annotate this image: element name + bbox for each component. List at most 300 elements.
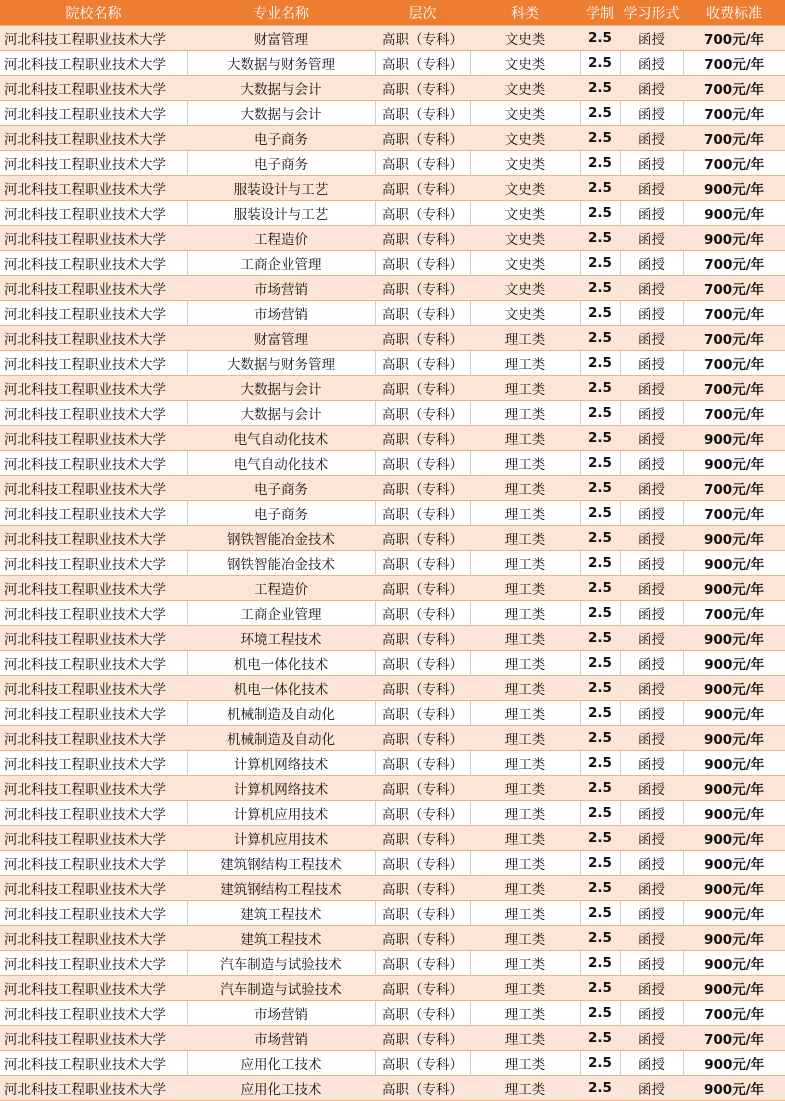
mode-cell: 函授 bbox=[620, 676, 683, 701]
mode-cell: 函授 bbox=[620, 1076, 683, 1101]
level-cell: 高职（专科） bbox=[375, 1076, 470, 1101]
fee-cell: 900元/年 bbox=[683, 1051, 785, 1076]
category-cell: 理工类 bbox=[470, 901, 580, 926]
duration-cell: 2.5 bbox=[580, 651, 620, 676]
level-cell: 高职（专科） bbox=[375, 51, 470, 76]
mode-cell: 函授 bbox=[620, 851, 683, 876]
category-cell: 文史类 bbox=[470, 26, 580, 51]
level-cell: 高职（专科） bbox=[375, 26, 470, 51]
mode-cell: 函授 bbox=[620, 201, 683, 226]
table-row bbox=[0, 901, 785, 926]
major-cell: 工程造价 bbox=[187, 226, 375, 251]
school-cell: 河北科技工程职业技术大学 bbox=[0, 801, 187, 826]
duration-cell: 2.5 bbox=[580, 1001, 620, 1026]
level-cell: 高职（专科） bbox=[375, 651, 470, 676]
mode-cell: 函授 bbox=[620, 151, 683, 176]
major-cell: 环境工程技术 bbox=[187, 626, 375, 651]
mode-cell: 函授 bbox=[620, 451, 683, 476]
table-row bbox=[0, 501, 785, 526]
fee-cell: 900元/年 bbox=[683, 626, 785, 651]
table-row bbox=[0, 1076, 785, 1101]
header-duration: 学制 bbox=[580, 0, 620, 26]
fee-cell: 700元/年 bbox=[683, 326, 785, 351]
level-cell: 高职（专科） bbox=[375, 101, 470, 126]
table-row bbox=[0, 851, 785, 876]
table-row bbox=[0, 151, 785, 176]
table-row bbox=[0, 701, 785, 726]
level-cell: 高职（专科） bbox=[375, 951, 470, 976]
fee-cell: 900元/年 bbox=[683, 801, 785, 826]
table-row bbox=[0, 1001, 785, 1026]
fee-cell: 900元/年 bbox=[683, 851, 785, 876]
school-cell: 河北科技工程职业技术大学 bbox=[0, 1026, 187, 1051]
mode-cell: 函授 bbox=[620, 476, 683, 501]
school-cell: 河北科技工程职业技术大学 bbox=[0, 901, 187, 926]
category-cell: 文史类 bbox=[470, 276, 580, 301]
school-cell: 河北科技工程职业技术大学 bbox=[0, 1051, 187, 1076]
fee-cell: 700元/年 bbox=[683, 76, 785, 101]
table-row bbox=[0, 476, 785, 501]
mode-cell: 函授 bbox=[620, 501, 683, 526]
level-cell: 高职（专科） bbox=[375, 601, 470, 626]
school-cell: 河北科技工程职业技术大学 bbox=[0, 226, 187, 251]
category-cell: 理工类 bbox=[470, 601, 580, 626]
fee-cell: 700元/年 bbox=[683, 1026, 785, 1051]
school-cell: 河北科技工程职业技术大学 bbox=[0, 651, 187, 676]
major-cell: 财富管理 bbox=[187, 326, 375, 351]
category-cell: 理工类 bbox=[470, 876, 580, 901]
table-row bbox=[0, 976, 785, 1001]
level-cell: 高职（专科） bbox=[375, 1026, 470, 1051]
duration-cell: 2.5 bbox=[580, 701, 620, 726]
mode-cell: 函授 bbox=[620, 601, 683, 626]
level-cell: 高职（专科） bbox=[375, 126, 470, 151]
header-mode: 学习形式 bbox=[620, 0, 683, 26]
major-cell: 计算机网络技术 bbox=[187, 751, 375, 776]
level-cell: 高职（专科） bbox=[375, 526, 470, 551]
mode-cell: 函授 bbox=[620, 701, 683, 726]
fee-cell: 900元/年 bbox=[683, 876, 785, 901]
duration-cell: 2.5 bbox=[580, 1026, 620, 1051]
level-cell: 高职（专科） bbox=[375, 326, 470, 351]
duration-cell: 2.5 bbox=[580, 401, 620, 426]
table-row bbox=[0, 876, 785, 901]
category-cell: 理工类 bbox=[470, 951, 580, 976]
table-row bbox=[0, 526, 785, 551]
table-row bbox=[0, 551, 785, 576]
level-cell: 高职（专科） bbox=[375, 676, 470, 701]
category-cell: 理工类 bbox=[470, 1051, 580, 1076]
major-cell: 计算机网络技术 bbox=[187, 776, 375, 801]
header-level: 层次 bbox=[375, 0, 470, 26]
major-cell: 大数据与会计 bbox=[187, 76, 375, 101]
category-cell: 理工类 bbox=[470, 726, 580, 751]
fee-cell: 700元/年 bbox=[683, 1001, 785, 1026]
school-cell: 河北科技工程职业技术大学 bbox=[0, 626, 187, 651]
school-cell: 河北科技工程职业技术大学 bbox=[0, 326, 187, 351]
table-row bbox=[0, 176, 785, 201]
fee-cell: 900元/年 bbox=[683, 526, 785, 551]
category-cell: 文史类 bbox=[470, 251, 580, 276]
level-cell: 高职（专科） bbox=[375, 1001, 470, 1026]
mode-cell: 函授 bbox=[620, 751, 683, 776]
mode-cell: 函授 bbox=[620, 1001, 683, 1026]
level-cell: 高职（专科） bbox=[375, 851, 470, 876]
table-row bbox=[0, 826, 785, 851]
duration-cell: 2.5 bbox=[580, 26, 620, 51]
major-cell: 大数据与财务管理 bbox=[187, 351, 375, 376]
school-cell: 河北科技工程职业技术大学 bbox=[0, 126, 187, 151]
major-cell: 建筑钢结构工程技术 bbox=[187, 851, 375, 876]
school-cell: 河北科技工程职业技术大学 bbox=[0, 526, 187, 551]
mode-cell: 函授 bbox=[620, 101, 683, 126]
school-cell: 河北科技工程职业技术大学 bbox=[0, 951, 187, 976]
fee-cell: 900元/年 bbox=[683, 651, 785, 676]
major-cell: 机电一体化技术 bbox=[187, 676, 375, 701]
major-cell: 建筑钢结构工程技术 bbox=[187, 876, 375, 901]
level-cell: 高职（专科） bbox=[375, 901, 470, 926]
duration-cell: 2.5 bbox=[580, 426, 620, 451]
fee-cell: 700元/年 bbox=[683, 276, 785, 301]
fee-cell: 700元/年 bbox=[683, 376, 785, 401]
duration-cell: 2.5 bbox=[580, 301, 620, 326]
duration-cell: 2.5 bbox=[580, 976, 620, 1001]
level-cell: 高职（专科） bbox=[375, 451, 470, 476]
major-cell: 大数据与财务管理 bbox=[187, 51, 375, 76]
fee-cell: 900元/年 bbox=[683, 451, 785, 476]
duration-cell: 2.5 bbox=[580, 776, 620, 801]
level-cell: 高职（专科） bbox=[375, 701, 470, 726]
duration-cell: 2.5 bbox=[580, 676, 620, 701]
fee-cell: 900元/年 bbox=[683, 901, 785, 926]
mode-cell: 函授 bbox=[620, 376, 683, 401]
duration-cell: 2.5 bbox=[580, 851, 620, 876]
major-cell: 机械制造及自动化 bbox=[187, 726, 375, 751]
school-cell: 河北科技工程职业技术大学 bbox=[0, 826, 187, 851]
school-cell: 河北科技工程职业技术大学 bbox=[0, 426, 187, 451]
school-cell: 河北科技工程职业技术大学 bbox=[0, 926, 187, 951]
table-row bbox=[0, 126, 785, 151]
duration-cell: 2.5 bbox=[580, 176, 620, 201]
mode-cell: 函授 bbox=[620, 351, 683, 376]
mode-cell: 函授 bbox=[620, 926, 683, 951]
level-cell: 高职（专科） bbox=[375, 251, 470, 276]
duration-cell: 2.5 bbox=[580, 876, 620, 901]
major-cell: 应用化工技术 bbox=[187, 1051, 375, 1076]
category-cell: 理工类 bbox=[470, 1026, 580, 1051]
category-cell: 理工类 bbox=[470, 1076, 580, 1101]
table-row bbox=[0, 26, 785, 51]
table-row bbox=[0, 1026, 785, 1051]
mode-cell: 函授 bbox=[620, 326, 683, 351]
fee-cell: 900元/年 bbox=[683, 426, 785, 451]
table-row bbox=[0, 926, 785, 951]
category-cell: 文史类 bbox=[470, 301, 580, 326]
table-row bbox=[0, 626, 785, 651]
major-cell: 大数据与会计 bbox=[187, 376, 375, 401]
table-row bbox=[0, 451, 785, 476]
duration-cell: 2.5 bbox=[580, 451, 620, 476]
school-cell: 河北科技工程职业技术大学 bbox=[0, 851, 187, 876]
category-cell: 理工类 bbox=[470, 551, 580, 576]
duration-cell: 2.5 bbox=[580, 926, 620, 951]
table-row bbox=[0, 326, 785, 351]
level-cell: 高职（专科） bbox=[375, 976, 470, 1001]
school-cell: 河北科技工程职业技术大学 bbox=[0, 876, 187, 901]
fee-cell: 900元/年 bbox=[683, 551, 785, 576]
duration-cell: 2.5 bbox=[580, 626, 620, 651]
fee-cell: 900元/年 bbox=[683, 976, 785, 1001]
mode-cell: 函授 bbox=[620, 426, 683, 451]
mode-cell: 函授 bbox=[620, 1051, 683, 1076]
fee-cell: 700元/年 bbox=[683, 501, 785, 526]
duration-cell: 2.5 bbox=[580, 751, 620, 776]
major-cell: 市场营销 bbox=[187, 276, 375, 301]
major-cell: 电子商务 bbox=[187, 126, 375, 151]
school-cell: 河北科技工程职业技术大学 bbox=[0, 776, 187, 801]
major-cell: 汽车制造与试验技术 bbox=[187, 951, 375, 976]
fee-cell: 900元/年 bbox=[683, 176, 785, 201]
major-cell: 电气自动化技术 bbox=[187, 451, 375, 476]
major-cell: 服装设计与工艺 bbox=[187, 176, 375, 201]
mode-cell: 函授 bbox=[620, 26, 683, 51]
major-cell: 大数据与会计 bbox=[187, 101, 375, 126]
duration-cell: 2.5 bbox=[580, 351, 620, 376]
category-cell: 理工类 bbox=[470, 426, 580, 451]
fee-cell: 900元/年 bbox=[683, 726, 785, 751]
major-cell: 建筑工程技术 bbox=[187, 901, 375, 926]
school-cell: 河北科技工程职业技术大学 bbox=[0, 176, 187, 201]
school-cell: 河北科技工程职业技术大学 bbox=[0, 676, 187, 701]
duration-cell: 2.5 bbox=[580, 551, 620, 576]
category-cell: 理工类 bbox=[470, 376, 580, 401]
major-cell: 电子商务 bbox=[187, 501, 375, 526]
fee-cell: 900元/年 bbox=[683, 951, 785, 976]
duration-cell: 2.5 bbox=[580, 51, 620, 76]
fee-cell: 900元/年 bbox=[683, 701, 785, 726]
table-row bbox=[0, 76, 785, 101]
major-cell: 计算机应用技术 bbox=[187, 801, 375, 826]
category-cell: 理工类 bbox=[470, 501, 580, 526]
mode-cell: 函授 bbox=[620, 951, 683, 976]
mode-cell: 函授 bbox=[620, 826, 683, 851]
category-cell: 理工类 bbox=[470, 326, 580, 351]
category-cell: 文史类 bbox=[470, 201, 580, 226]
major-cell: 大数据与会计 bbox=[187, 401, 375, 426]
table-row bbox=[0, 351, 785, 376]
table-body bbox=[0, 26, 785, 1101]
header-fee: 收费标准 bbox=[683, 0, 785, 26]
table-row bbox=[0, 776, 785, 801]
mode-cell: 函授 bbox=[620, 801, 683, 826]
category-cell: 文史类 bbox=[470, 151, 580, 176]
table-row bbox=[0, 426, 785, 451]
header-row bbox=[0, 0, 785, 26]
table-row bbox=[0, 201, 785, 226]
level-cell: 高职（专科） bbox=[375, 276, 470, 301]
level-cell: 高职（专科） bbox=[375, 501, 470, 526]
major-cell: 工商企业管理 bbox=[187, 601, 375, 626]
fee-cell: 700元/年 bbox=[683, 476, 785, 501]
fee-cell: 900元/年 bbox=[683, 776, 785, 801]
school-cell: 河北科技工程职业技术大学 bbox=[0, 751, 187, 776]
table-row bbox=[0, 301, 785, 326]
fee-cell: 700元/年 bbox=[683, 601, 785, 626]
school-cell: 河北科技工程职业技术大学 bbox=[0, 151, 187, 176]
mode-cell: 函授 bbox=[620, 51, 683, 76]
major-cell: 机械制造及自动化 bbox=[187, 701, 375, 726]
school-cell: 河北科技工程职业技术大学 bbox=[0, 551, 187, 576]
duration-cell: 2.5 bbox=[580, 326, 620, 351]
major-cell: 电子商务 bbox=[187, 476, 375, 501]
level-cell: 高职（专科） bbox=[375, 826, 470, 851]
fee-cell: 900元/年 bbox=[683, 926, 785, 951]
category-cell: 理工类 bbox=[470, 526, 580, 551]
duration-cell: 2.5 bbox=[580, 901, 620, 926]
duration-cell: 2.5 bbox=[580, 276, 620, 301]
mode-cell: 函授 bbox=[620, 276, 683, 301]
category-cell: 理工类 bbox=[470, 401, 580, 426]
school-cell: 河北科技工程职业技术大学 bbox=[0, 251, 187, 276]
category-cell: 理工类 bbox=[470, 751, 580, 776]
level-cell: 高职（专科） bbox=[375, 626, 470, 651]
category-cell: 文史类 bbox=[470, 51, 580, 76]
school-cell: 河北科技工程职业技术大学 bbox=[0, 976, 187, 1001]
school-cell: 河北科技工程职业技术大学 bbox=[0, 401, 187, 426]
level-cell: 高职（专科） bbox=[375, 351, 470, 376]
major-cell: 服装设计与工艺 bbox=[187, 201, 375, 226]
duration-cell: 2.5 bbox=[580, 476, 620, 501]
header-category: 科类 bbox=[470, 0, 580, 26]
duration-cell: 2.5 bbox=[580, 526, 620, 551]
fee-cell: 900元/年 bbox=[683, 576, 785, 601]
fee-cell: 900元/年 bbox=[683, 826, 785, 851]
mode-cell: 函授 bbox=[620, 251, 683, 276]
level-cell: 高职（专科） bbox=[375, 301, 470, 326]
level-cell: 高职（专科） bbox=[375, 551, 470, 576]
fee-cell: 700元/年 bbox=[683, 401, 785, 426]
mode-cell: 函授 bbox=[620, 901, 683, 926]
category-cell: 理工类 bbox=[470, 801, 580, 826]
mode-cell: 函授 bbox=[620, 626, 683, 651]
table-row bbox=[0, 376, 785, 401]
school-cell: 河北科技工程职业技术大学 bbox=[0, 201, 187, 226]
table-row bbox=[0, 801, 785, 826]
major-cell: 机电一体化技术 bbox=[187, 651, 375, 676]
duration-cell: 2.5 bbox=[580, 251, 620, 276]
duration-cell: 2.5 bbox=[580, 801, 620, 826]
school-cell: 河北科技工程职业技术大学 bbox=[0, 26, 187, 51]
level-cell: 高职（专科） bbox=[375, 876, 470, 901]
major-cell: 电子商务 bbox=[187, 151, 375, 176]
duration-cell: 2.5 bbox=[580, 151, 620, 176]
major-cell: 钢铁智能冶金技术 bbox=[187, 526, 375, 551]
duration-cell: 2.5 bbox=[580, 1076, 620, 1101]
mode-cell: 函授 bbox=[620, 976, 683, 1001]
level-cell: 高职（专科） bbox=[375, 801, 470, 826]
mode-cell: 函授 bbox=[620, 776, 683, 801]
duration-cell: 2.5 bbox=[580, 201, 620, 226]
school-cell: 河北科技工程职业技术大学 bbox=[0, 51, 187, 76]
school-cell: 河北科技工程职业技术大学 bbox=[0, 351, 187, 376]
table-row bbox=[0, 726, 785, 751]
major-cell: 电气自动化技术 bbox=[187, 426, 375, 451]
school-cell: 河北科技工程职业技术大学 bbox=[0, 101, 187, 126]
duration-cell: 2.5 bbox=[580, 951, 620, 976]
category-cell: 理工类 bbox=[470, 701, 580, 726]
fee-cell: 900元/年 bbox=[683, 676, 785, 701]
table-row bbox=[0, 251, 785, 276]
mode-cell: 函授 bbox=[620, 301, 683, 326]
level-cell: 高职（专科） bbox=[375, 476, 470, 501]
table-row bbox=[0, 101, 785, 126]
level-cell: 高职（专科） bbox=[375, 1051, 470, 1076]
duration-cell: 2.5 bbox=[580, 601, 620, 626]
table-row bbox=[0, 751, 785, 776]
level-cell: 高职（专科） bbox=[375, 76, 470, 101]
table-row bbox=[0, 601, 785, 626]
school-cell: 河北科技工程职业技术大学 bbox=[0, 501, 187, 526]
table-row bbox=[0, 276, 785, 301]
school-cell: 河北科技工程职业技术大学 bbox=[0, 601, 187, 626]
fee-cell: 700元/年 bbox=[683, 26, 785, 51]
level-cell: 高职（专科） bbox=[375, 151, 470, 176]
category-cell: 理工类 bbox=[470, 451, 580, 476]
mode-cell: 函授 bbox=[620, 1026, 683, 1051]
category-cell: 文史类 bbox=[470, 126, 580, 151]
major-cell: 市场营销 bbox=[187, 301, 375, 326]
school-cell: 河北科技工程职业技术大学 bbox=[0, 726, 187, 751]
school-cell: 河北科技工程职业技术大学 bbox=[0, 451, 187, 476]
mode-cell: 函授 bbox=[620, 226, 683, 251]
mode-cell: 函授 bbox=[620, 576, 683, 601]
category-cell: 理工类 bbox=[470, 826, 580, 851]
school-cell: 河北科技工程职业技术大学 bbox=[0, 276, 187, 301]
category-cell: 理工类 bbox=[470, 926, 580, 951]
table-row bbox=[0, 1051, 785, 1076]
school-cell: 河北科技工程职业技术大学 bbox=[0, 301, 187, 326]
fee-cell: 700元/年 bbox=[683, 51, 785, 76]
major-cell: 建筑工程技术 bbox=[187, 926, 375, 951]
fee-cell: 700元/年 bbox=[683, 251, 785, 276]
level-cell: 高职（专科） bbox=[375, 776, 470, 801]
school-cell: 河北科技工程职业技术大学 bbox=[0, 76, 187, 101]
major-cell: 钢铁智能冶金技术 bbox=[187, 551, 375, 576]
level-cell: 高职（专科） bbox=[375, 926, 470, 951]
fee-cell: 900元/年 bbox=[683, 201, 785, 226]
major-cell: 市场营销 bbox=[187, 1026, 375, 1051]
header-school: 院校名称 bbox=[0, 0, 187, 26]
level-cell: 高职（专科） bbox=[375, 401, 470, 426]
table-row bbox=[0, 651, 785, 676]
school-cell: 河北科技工程职业技术大学 bbox=[0, 1076, 187, 1101]
fee-cell: 900元/年 bbox=[683, 1076, 785, 1101]
category-cell: 理工类 bbox=[470, 576, 580, 601]
duration-cell: 2.5 bbox=[580, 76, 620, 101]
level-cell: 高职（专科） bbox=[375, 176, 470, 201]
school-cell: 河北科技工程职业技术大学 bbox=[0, 701, 187, 726]
duration-cell: 2.5 bbox=[580, 101, 620, 126]
table-row bbox=[0, 51, 785, 76]
mode-cell: 函授 bbox=[620, 876, 683, 901]
mode-cell: 函授 bbox=[620, 651, 683, 676]
category-cell: 理工类 bbox=[470, 651, 580, 676]
fee-cell: 700元/年 bbox=[683, 351, 785, 376]
fee-cell: 900元/年 bbox=[683, 751, 785, 776]
duration-cell: 2.5 bbox=[580, 826, 620, 851]
fee-cell: 700元/年 bbox=[683, 126, 785, 151]
category-cell: 理工类 bbox=[470, 1001, 580, 1026]
